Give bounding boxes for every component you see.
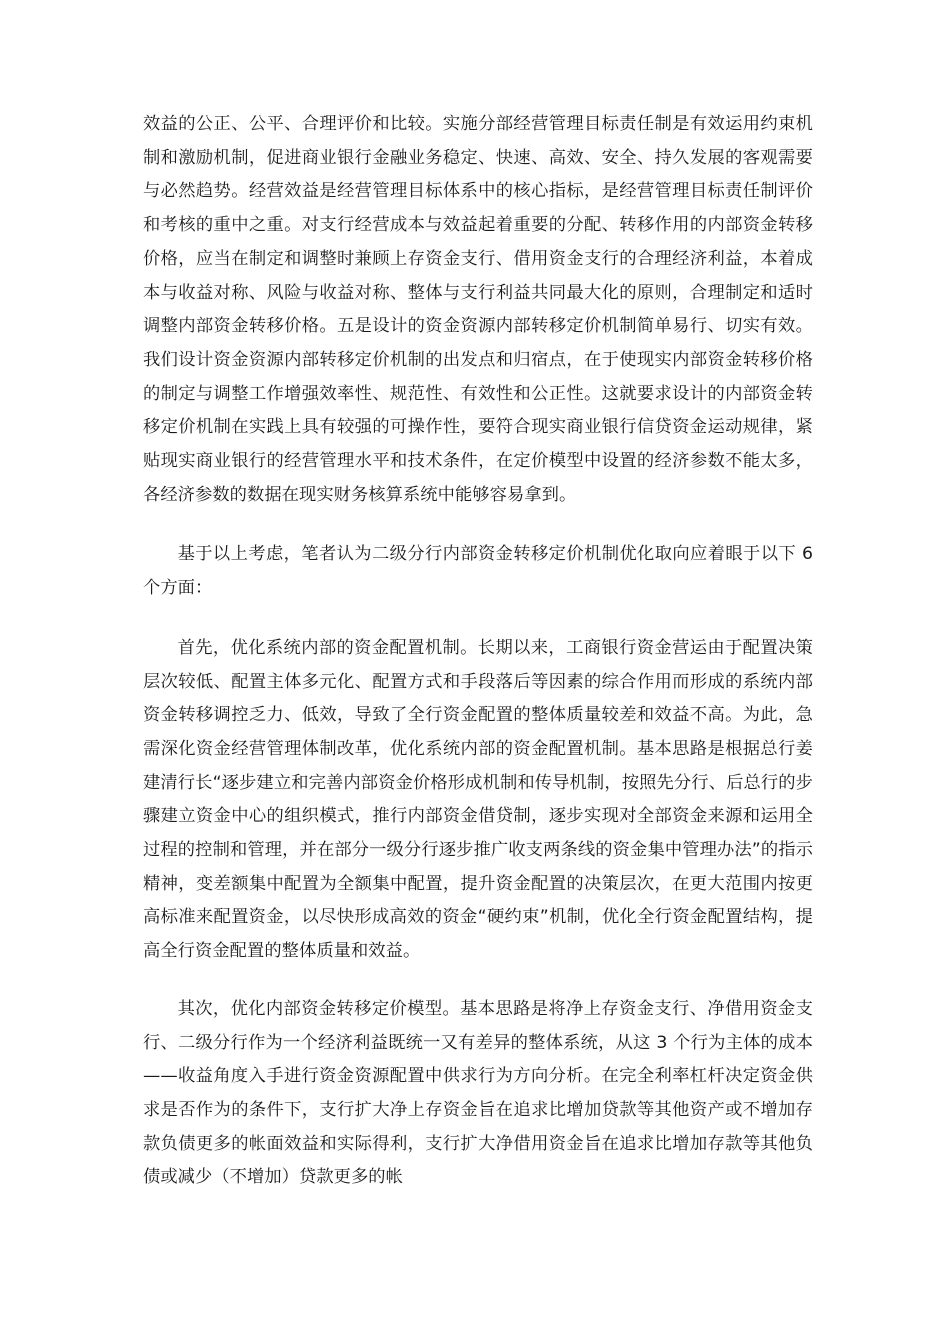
document-page [143,108,813,1195]
paragraph-continuation: 效益的公正、公平、合理评价和比较。实施分部经营管理目标责任制是有效运用约束机制和激励机制，促进商业银行金融业务稳定、快速、高效、安全、持久发展的客观需要与必然趋势。经营效益是经营管理目标体系中的核心指标，是经营管理目标责任制评价和考核的重中之重。对支行经营成本与效益起着重要的分配、转移作用的内部资金转移价格，应当在制定和调整时兼顾上存资金支行、借用资金支行的合理经济利益，本着成本与收益对称、风险与收益对称、整体与支行利益共同最大化的原则，合理制定和适时调整内部资金转移价格。五是设计的资金资源内部转移定价机制简单易行、切实有效。我们设计资金资源内部转移定价机制的出发点和归宿点，在于使现实内部资金转移价格的制定与调整工作增强效率性、规范性、有效性和公正性。这就要求设计的内部资金转移定价机制在实践上具有较强的可操作性，要符合现实商业银行信贷资金运动规律，紧贴现实商业银行的经营管理水平和技术条件，在定价模型中设置的经济参数不能太多，各经济参数的数据在现实财务核算系统中能够容易拿到。 [143,114,813,505]
paragraph-considerations: 基于以上考虑，笔者认为二级分行内部资金转移定价机制优化取向应着眼于以下 6 个方面： [143,544,813,599]
paragraph-second-point: 其次，优化内部资金转移定价模型。基本思路是将净上存资金支行、净借用资金支行、二级分行作为一个经济利益既统一又有差异的整体系统，从这 3 个行为主体的成本——收益角度入手进行资金资源配置中供求行为方向分析。在完全利率杠杆决定资金供求是否作为的条件下，支行扩大净上存资金旨在追求比增加贷款等其他资产或不增加存款负债更多的帐面效益和实际得利，支行扩大净借用资金旨在追求比增加存款等其他负债或减少（不增加）贷款更多的帐 [143,998,813,1188]
paragraph-first-point: 首先，优化系统内部的资金配置机制。长期以来，工商银行资金营运由于配置决策层次较低、配置主体多元化、配置方式和手段落后等因素的综合作用而形成的系统内部资金转移调控乏力、低效，导致了全行资金配置的整体质量较差和效益不高。为此，急需深化资金经营管理体制改革，优化系统内部的资金配置机制。基本思路是根据总行姜建清行长“逐步建立和完善内部资金价格形成机制和传导机制，按照先分行、后总行的步骤建立资金中心的组织模式，推行内部资金借贷制，逐步实现对全部资金来源和运用全过程的控制和管理，并在部分一级分行逐步推广收支两条线的资金集中管理办法”的指示精神，变差额集中配置为全额集中配置，提升资金配置的决策层次，在更大范围内按更高标准来配置资金，以尽快形成高效的资金“硬约束”机制，优化全行资金配置结构，提高全行资金配置的整体质量和效益。 [143,637,813,962]
